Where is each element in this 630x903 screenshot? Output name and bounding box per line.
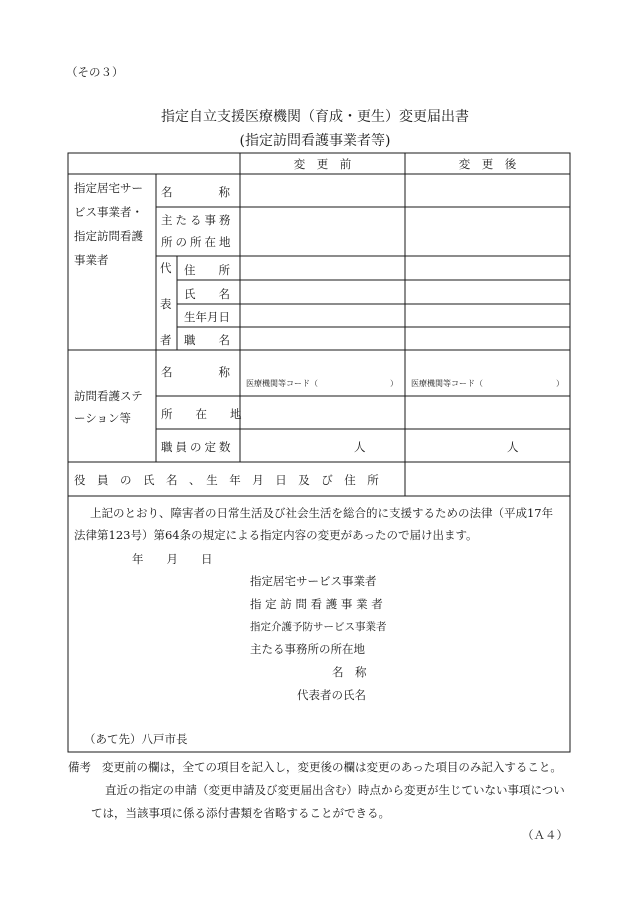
row-label-station-location: 所 在 地: [161, 407, 242, 421]
facility-code-close-after: ）: [556, 379, 564, 388]
row-label-name: 名 称: [161, 185, 230, 199]
column-header-before: 変 更 前: [293, 157, 352, 171]
section1-label-line3: 指定訪問看護: [74, 229, 143, 243]
paper-size-label: （Ａ４）: [522, 828, 568, 842]
row-label-rep-title: 職 名: [184, 333, 230, 347]
notes-line1: 変更前の欄は，全ての項目を記入し，変更後の欄は変更のあった項目のみ記入すること。: [102, 760, 562, 774]
notes-line2: 直近の指定の申請（変更申請及び変更届出含む）時点から変更が生じていない事項につい: [105, 783, 565, 797]
signer-rep-label: 代表者の氏名: [297, 688, 366, 702]
rep-char-2: 表: [160, 297, 172, 311]
signer-name-label: 名 称: [332, 665, 367, 679]
row-label-office-line2: 所の所在地: [161, 235, 234, 249]
signer-office-location: 主たる事務所の所在地: [250, 642, 365, 656]
page-subtitle: (指定訪問看護事業者等): [239, 133, 391, 149]
row-label-officers: 役 員 の 氏 名 、 生 年 月 日 及 び 住 所: [74, 473, 379, 487]
staff-unit-after: 人: [507, 440, 519, 454]
addressee: （あて先）八戸市長: [84, 732, 188, 746]
section1-label-line2: ビス事業者・: [74, 205, 143, 219]
notes-line3: ては，当該事項に係る添付書類を省略することができる。: [91, 806, 390, 820]
row-label-staff-count: 職員の定数: [161, 440, 234, 454]
row-label-rep-address: 住 所: [184, 263, 230, 277]
section1-label-line1: 指定居宅サー: [74, 181, 143, 195]
staff-unit-before: 人: [354, 440, 366, 454]
row-label-rep-birth: 生年月日: [184, 310, 230, 324]
notes-label: 備考: [68, 760, 91, 774]
rep-char-1: 代: [160, 261, 172, 275]
facility-code-label-before: 医療機関等コード（: [246, 379, 318, 388]
signer-home-nursing: 指 定 訪 問 看 護 事 業 者: [250, 597, 383, 611]
declaration-line2: 法律第123号）第64条の規定による指定内容の変更があったので届け出ます。: [74, 528, 478, 542]
signer-home-service: 指定居宅サービス事業者: [250, 574, 377, 588]
declaration-date: 年 月 日: [132, 552, 213, 566]
column-header-after: 変 更 後: [458, 157, 517, 171]
section1-label-line4: 事業者: [74, 253, 109, 267]
rep-char-3: 者: [160, 333, 172, 347]
row-label-station-name: 名 称: [161, 365, 230, 379]
declaration-line1: 上記のとおり、障害者の日常生活及び社会生活を総合的に支援するための法律（平成17年: [90, 506, 554, 520]
section2-label-line1: 訪問看護ステ: [74, 389, 143, 403]
form-number: （その３）: [66, 65, 124, 79]
facility-code-label-after: 医療機関等コード（: [411, 379, 483, 388]
row-label-office-line1: 主たる事務: [161, 213, 234, 227]
section2-label-line2: ーション等: [74, 411, 132, 425]
row-label-rep-name: 氏 名: [184, 287, 230, 301]
page-title: 指定自立支援医療機関（育成・更生）変更届出書: [161, 109, 469, 125]
signer-preventive-care: 指定介護予防サービス事業者: [250, 621, 387, 633]
facility-code-close-before: ）: [390, 379, 398, 388]
